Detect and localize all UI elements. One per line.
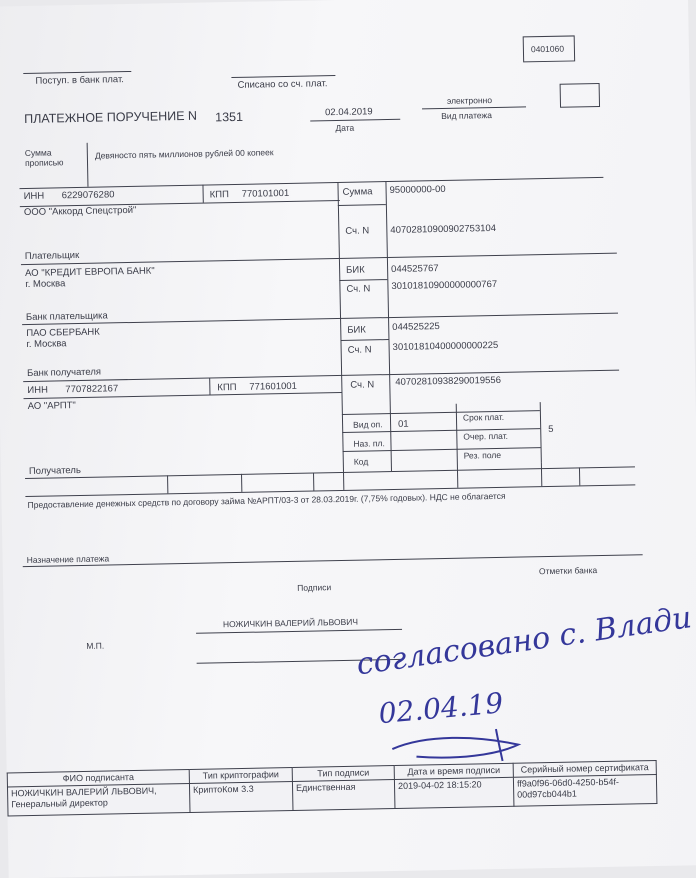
grid-line [343, 472, 344, 490]
stamp-label: М.П. [86, 640, 105, 651]
payee-bik-label: БИК [347, 324, 366, 336]
payee-inn-label: ИНН [27, 384, 49, 396]
grid-line [457, 470, 458, 488]
form-code: 0401060 [530, 43, 565, 55]
order-number: 1351 [215, 109, 244, 125]
grid-line [202, 185, 203, 203]
payer-bank-acc: 30101810900000000767 [391, 278, 498, 292]
priority-value: 5 [548, 423, 554, 436]
cell-sign-type: Единственная [292, 780, 395, 811]
purpose-code-label: Наз. пл. [353, 438, 385, 449]
grid-line [342, 410, 540, 415]
payee-bank-city: г. Москва [26, 338, 67, 351]
signature-table [7, 760, 658, 816]
grid-line [340, 339, 388, 341]
payee-label: Получатель [28, 464, 81, 477]
payment-type: электронно [446, 95, 493, 106]
payer-inn-label: ИНН [23, 190, 45, 203]
cell-signer [7, 783, 190, 815]
code-label: Код [353, 456, 369, 467]
payer-bank-acc-label: Сч. N [346, 283, 371, 295]
amount-words-label-1: Сумма [24, 147, 52, 159]
page-title: ПЛАТЕЖНОЕ ПОРУЧЕНИЕ N [24, 108, 198, 127]
debited-label: Списано со сч. плат. [237, 78, 328, 91]
grid-line [541, 462, 542, 486]
date-label: Дата [335, 122, 355, 134]
grid-line [19, 177, 603, 189]
amount-words: Девяносто пять миллионов рублей 00 копеек [94, 147, 274, 161]
col-sign-type: Тип подписи [292, 766, 394, 782]
serial-line-2: 00d97cb044b1 [517, 788, 577, 800]
payer-bank-label: Банк плательщика [25, 310, 108, 324]
payer-label: Плательщик [24, 249, 80, 263]
op-type-label: Вид оп. [352, 419, 383, 430]
purpose-label: Назначение платежа [26, 553, 110, 566]
amount-label: Сумма [342, 186, 373, 198]
grid-line [579, 467, 580, 485]
signer-name: НОЖИЧКИН ВАЛЕРИЙ ЛЬВОВИЧ [222, 616, 359, 630]
grid-line [209, 377, 210, 394]
payer-bank-name: АО "КРЕДИТ ЕВРОПА БАНК" [25, 265, 155, 280]
grid-line [338, 204, 386, 206]
grid-line [167, 475, 168, 493]
received-label: Поступ. в банк плат. [35, 74, 124, 87]
payee-kpp-label: КПП [217, 381, 237, 394]
grid-line [540, 402, 542, 462]
amount-words-label-2: прописью [24, 157, 64, 168]
date-line [310, 119, 400, 122]
signer-position: Генеральный директор [11, 797, 108, 810]
reserve-label: Рез. поле [463, 449, 502, 461]
payment-purpose: Предоставление денежных средств по договору займа №АРПТ/03-3 от 28.03.2019г. (7,75% годовых). НДС не облагается [27, 490, 506, 511]
payee-bank-acc: 30101810400000000225 [392, 339, 499, 353]
payer-bank-city: г. Москва [25, 278, 66, 291]
payer-inn: 6229076280 [61, 189, 115, 202]
serial-line-1: ff9a0f96-06d0-4250-b54f- [516, 776, 620, 789]
grid-line [21, 253, 617, 265]
signer-name-cell: НОЖИЧКИН ВАЛЕРИЙ ЛЬВОВИЧ, [11, 785, 157, 799]
amount-words-divider [87, 143, 89, 187]
payee-name: АО "АРПТ" [27, 400, 76, 412]
priority-label: Очер. плат. [463, 430, 509, 442]
handwritten-approval: согласовано с. Влади [354, 600, 694, 683]
col-serial: Серийный номер сертификата [513, 760, 656, 777]
handwritten-date: 02.04.19 [377, 686, 505, 731]
payer-kpp: 770101001 [241, 187, 290, 200]
cell-datetime: 2019-04-02 18:15:20 [394, 777, 514, 808]
payee-bank-acc-label: Сч. N [347, 344, 372, 356]
payment-type-line [422, 106, 526, 109]
grid-line [337, 182, 344, 472]
payment-type-label: Вид платежа [441, 110, 492, 122]
empty-mark-box [560, 83, 600, 108]
payer-name: ООО "Аккорд Спецстрой" [23, 204, 137, 219]
payer-account-label: Сч. N [345, 225, 370, 237]
payer-kpp-label: КПП [209, 189, 229, 201]
payee-acc: 40702810938290019556 [395, 374, 502, 388]
grid-line [456, 404, 458, 470]
payee-bik: 044525225 [392, 321, 440, 333]
term-label: Срок плат. [462, 411, 505, 423]
cell-serial [513, 774, 657, 806]
grid-line [313, 473, 314, 491]
order-date: 02.04.2019 [324, 106, 373, 119]
grid-line [22, 313, 618, 325]
payer-account: 40702810900902753104 [390, 222, 497, 236]
col-datetime: Дата и время подписи [394, 763, 513, 779]
col-signer: ФИО подписанта [7, 769, 189, 786]
payee-bank-label: Банк получателя [26, 366, 102, 379]
grid-line [241, 474, 242, 492]
handwritten-signature-icon [386, 724, 537, 767]
grid-line [23, 370, 619, 382]
payee-inn: 7707822167 [65, 383, 119, 396]
payee-bank-name: ПАО СБЕРБАНК [26, 326, 100, 340]
signatures-label: Подписи [297, 582, 332, 593]
op-type: 01 [397, 418, 409, 430]
payee-acc-label: Сч. N [350, 379, 375, 391]
grid-line [25, 466, 635, 479]
payer-bik-label: БИК [346, 264, 365, 276]
payer-bik: 044525767 [391, 263, 439, 275]
col-crypto: Тип криптографии [189, 767, 292, 783]
bank-marks-label: Отметки банка [538, 565, 598, 577]
amount-value: 95000000-00 [389, 183, 446, 197]
grid-line [339, 279, 387, 281]
cell-crypto: КриптоКом 3.3 [189, 781, 293, 812]
payee-kpp: 771601001 [249, 380, 298, 393]
